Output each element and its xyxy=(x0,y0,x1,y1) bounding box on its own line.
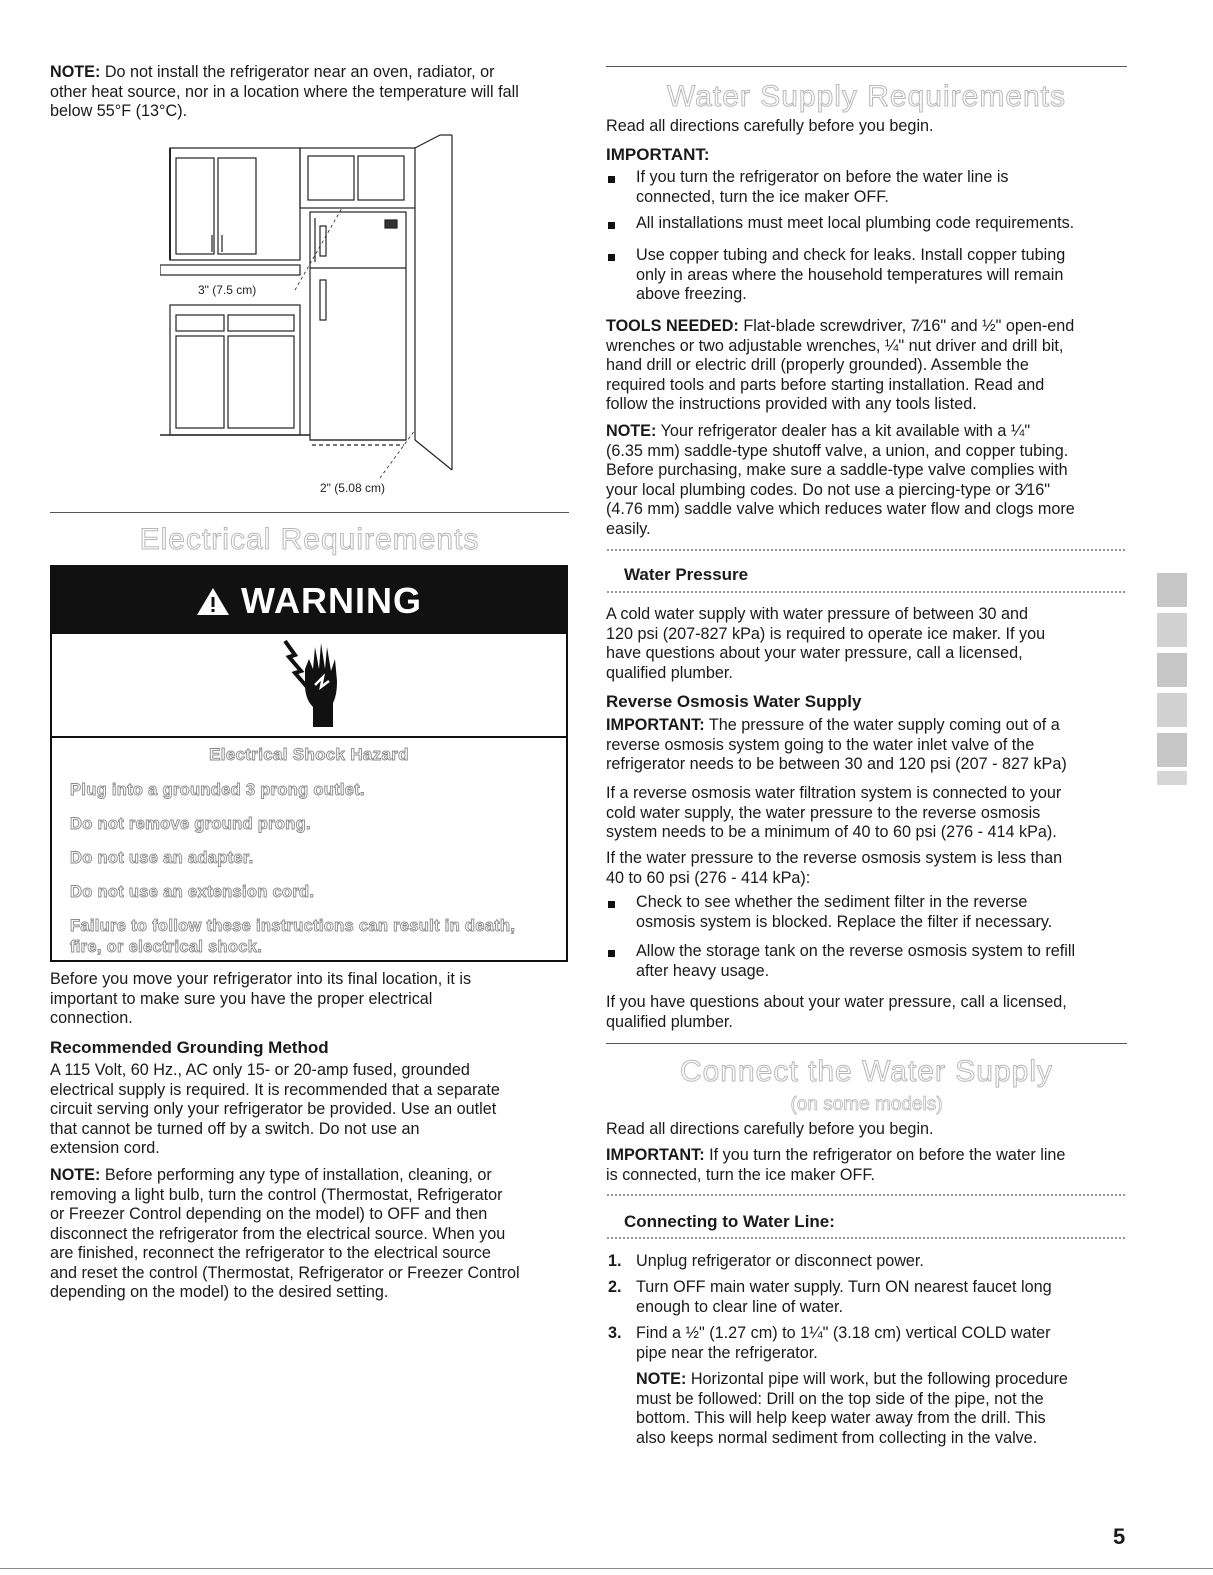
bullet-marker xyxy=(608,176,615,183)
bullet-marker xyxy=(608,222,615,229)
bullet-marker xyxy=(608,254,615,261)
note-label: NOTE: xyxy=(606,422,657,440)
electrical-intro xyxy=(50,970,570,1029)
ro-line: refrigerator needs to be between 30 and 120 psi (207 - 827 kPa) xyxy=(606,755,1067,773)
note-line: depending on the model) to the desired setting. xyxy=(50,1283,389,1301)
margin-tab-strip xyxy=(1153,573,1191,788)
tools-label: TOOLS NEEDED: xyxy=(606,317,739,335)
ro-filter-text xyxy=(606,784,1128,843)
questions-line: qualified plumber. xyxy=(606,1012,733,1031)
ro-line: reverse osmosis system going to the water inlet valve of the xyxy=(606,735,1035,754)
important-label: IMPORTANT: xyxy=(606,145,710,164)
step-line: Find a ½" (1.27 cm) to 1¼" (3.18 cm) vertical COLD water xyxy=(636,1324,1051,1342)
warning-line: Do not remove ground prong. xyxy=(70,815,311,833)
bullet-marker xyxy=(608,950,615,957)
note-line: must be followed: Drill on the top side of the pipe, not the xyxy=(636,1389,1044,1408)
note-line: Your refrigerator dealer has a kit available with a ¼" xyxy=(660,422,1031,440)
note-line: below 55°F (13°C). xyxy=(50,102,188,120)
upper-cabinet xyxy=(170,148,300,260)
countertop xyxy=(160,265,300,275)
step-number: 3. xyxy=(608,1324,622,1342)
bullet-line: osmosis system is blocked. Replace the filter if necessary. xyxy=(636,912,1053,931)
note-label: NOTE: xyxy=(50,1166,101,1184)
electric-shock-hand-icon xyxy=(279,637,349,734)
bullet-line: Use copper tubing and check for leaks. Install copper tubing xyxy=(636,246,1066,264)
questions-text xyxy=(606,993,1128,1032)
note-line: Do not install the refrigerator near an oven, radiator, or xyxy=(104,63,495,81)
bullet-line: If you turn the refrigerator on before the water line is xyxy=(636,168,1009,186)
tools-line: follow the instructions provided with any tools listed. xyxy=(606,395,977,413)
step-line: Unplug refrigerator or disconnect power. xyxy=(636,1252,924,1270)
reverse-osmosis-heading: Reverse Osmosis Water Supply xyxy=(606,692,862,711)
dotted-rule xyxy=(606,1236,1127,1240)
important-bullet xyxy=(636,168,1126,207)
ro-important xyxy=(606,716,1128,775)
warning-box xyxy=(50,565,568,962)
dotted-rule xyxy=(606,590,1127,594)
warning-line: Do not use an extension cord. xyxy=(70,883,315,901)
ro-filter-line: cold water supply, the water pressure to the reverse osmosis xyxy=(606,803,1041,822)
lower-cabinet xyxy=(170,305,300,435)
ro-line: The pressure of the water supply coming out of a xyxy=(708,716,1060,734)
connect-section-title: Connect the Water Supply xyxy=(679,1055,1054,1088)
note-line: (4.76 mm) saddle valve which reduces water flow and clogs more xyxy=(606,500,1075,518)
note-line: are finished, reconnect the refrigerator to the electrical source xyxy=(50,1244,491,1262)
water-pressure-heading: Water Pressure xyxy=(624,565,749,584)
intro-line: important to make sure you have the proper electrical xyxy=(50,989,433,1008)
warning-line: Plug into a grounded 3 prong outlet. xyxy=(70,781,365,799)
water-supply-section-title: Water Supply Requirements xyxy=(666,80,1067,113)
note-line: disconnect the refrigerator from the electrical source. When you xyxy=(50,1224,506,1243)
note-line: Before performing any type of installation, cleaning, or xyxy=(104,1166,492,1184)
bottom-rule xyxy=(0,1568,1213,1569)
section-rule xyxy=(50,512,569,513)
pressure-line: A cold water supply with water pressure of between 30 and xyxy=(606,605,1029,623)
note-label: NOTE: xyxy=(50,63,101,81)
bullet-line: only in areas where the household temperatures will remain xyxy=(636,265,1064,284)
section-rule xyxy=(606,1043,1127,1044)
install-note xyxy=(50,63,570,122)
bullet-line: connected, turn the ice maker OFF. xyxy=(636,187,889,206)
step-line: Turn OFF main water supply. Turn ON nearest faucet long xyxy=(636,1278,1052,1296)
tools-needed xyxy=(606,317,1128,415)
connect-section-subtitle: (on some models) xyxy=(790,1094,943,1115)
note-line: removing a light bulb, turn the control (Thermostat, Refrigerator xyxy=(50,1185,503,1204)
intro-line: connection. xyxy=(50,1009,133,1027)
warning-line: Do not use an adapter. xyxy=(70,849,254,867)
note-line: or Freezer Control depending on the model) to OFF and then xyxy=(50,1205,488,1223)
important-bullet xyxy=(636,214,1126,234)
page-number: 5 xyxy=(1113,1524,1126,1549)
grounding-line: electrical supply is required. It is recommended that a separate xyxy=(50,1080,500,1099)
note-line: easily. xyxy=(606,519,651,538)
grounding-line: extension cord. xyxy=(50,1139,160,1157)
ro-bullet xyxy=(636,942,1126,981)
connect-important-line: is connected, turn the ice maker OFF. xyxy=(606,1165,876,1184)
pressure-line: have questions about your water pressure, call a licensed, xyxy=(606,644,1023,662)
step-line: enough to clear line of water. xyxy=(636,1297,843,1316)
bullet-line: Check to see whether the sediment filter in the reverse xyxy=(636,893,1028,911)
grounding-line: that cannot be turned off by a switch. Do not use an xyxy=(50,1119,420,1138)
grounding-text xyxy=(50,1061,570,1159)
grounding-line: A 115 Volt, 60 Hz., AC only 15- or 20-amp fused, grounded xyxy=(50,1061,470,1079)
connect-important-line: If you turn the refrigerator on before the water line xyxy=(709,1146,1066,1164)
refrigerator xyxy=(310,212,406,440)
dotted-rule xyxy=(606,548,1127,552)
bullet-line: Allow the storage tank on the reverse osmosis system to refill xyxy=(636,942,1076,960)
electrical-section-title: Electrical Requirements xyxy=(139,523,480,556)
grounding-heading: Recommended Grounding Method xyxy=(50,1038,329,1057)
hazard-title: Electrical Shock Hazard xyxy=(209,745,409,764)
note-line: your local plumbing codes. Do not use a piercing-type or 3⁄16" xyxy=(606,480,1050,499)
ro-less-line: 40 to 60 psi (276 - 414 kPa): xyxy=(606,868,811,887)
ro-filter-line: If a reverse osmosis water filtration system is connected to your xyxy=(606,784,1062,802)
intro-line: Before you move your refrigerator into its final location, it is xyxy=(50,970,472,988)
important-label: IMPORTANT: xyxy=(606,716,705,734)
note-line: Before purchasing, make sure a saddle-type valve complies with xyxy=(606,461,1068,479)
warning-divider xyxy=(52,736,566,738)
pressure-line: qualified plumber. xyxy=(606,663,733,682)
note-line: also keeps normal sediment from collecting in the valve. xyxy=(636,1428,1038,1447)
bullet-line: above freezing. xyxy=(636,285,747,303)
important-bullet xyxy=(636,246,1126,305)
bullet-marker xyxy=(608,901,615,908)
connect-read-directions: Read all directions carefully before you begin. xyxy=(606,1120,934,1138)
warning-label: WARNING xyxy=(241,580,422,621)
note-label: NOTE: xyxy=(636,1370,687,1388)
ro-filter-line: system needs to be a minimum of 40 to 60 psi (276 - 414 kPa). xyxy=(606,823,1057,841)
bullet-line: All installations must meet local plumbing code requirements. xyxy=(636,214,1075,232)
note-line: other heat source, nor in a location where the temperature will fall xyxy=(50,82,519,101)
warning-triangle-icon xyxy=(196,580,241,621)
step-number: 1. xyxy=(608,1252,622,1270)
bullet-line: after heavy usage. xyxy=(636,961,770,980)
step-line: pipe near the refrigerator. xyxy=(636,1343,818,1362)
step-text xyxy=(636,1324,1126,1363)
pressure-line: 120 psi (207-827 kPa) is required to operate ice maker. If you xyxy=(606,624,1046,643)
ro-less-line: If the water pressure to the reverse osmosis system is less than xyxy=(606,849,1063,867)
note-line: Horizontal pipe will work, but the following procedure xyxy=(690,1370,1068,1388)
section-rule xyxy=(606,66,1127,67)
clearance-figure xyxy=(160,130,465,505)
step-text xyxy=(636,1252,1126,1272)
connecting-heading: Connecting to Water Line: xyxy=(624,1212,835,1231)
tools-line: required tools and parts before starting installation. Read and xyxy=(606,375,1045,394)
control-note xyxy=(50,1166,570,1303)
clearance-bottom-label: 2" (5.08 cm) xyxy=(320,481,385,495)
ro-less-text xyxy=(606,849,1128,888)
ro-bullet xyxy=(636,893,1126,932)
questions-line: If you have questions about your water pressure, call a licensed, xyxy=(606,993,1067,1011)
read-directions: Read all directions carefully before you begin. xyxy=(606,117,934,135)
important-label: IMPORTANT: xyxy=(606,1146,705,1164)
tools-line: wrenches or two adjustable wrenches, ¼" nut driver and drill bit, xyxy=(606,336,1064,355)
warning-line: Failure to follow these instructions can result in death, xyxy=(70,917,516,935)
note-line: (6.35 mm) saddle-type shutoff valve, a union, and copper tubing. xyxy=(606,441,1069,460)
grounding-line: circuit serving only your refrigerator be provided. Use an outlet xyxy=(50,1100,497,1118)
tools-line: hand drill or electric drill (properly grounded). Assemble the xyxy=(606,356,1029,374)
step-text xyxy=(636,1278,1126,1317)
warning-banner xyxy=(52,567,566,634)
warning-line: fire, or electrical shock. xyxy=(70,938,263,956)
step-number: 2. xyxy=(608,1278,622,1296)
kit-note xyxy=(606,422,1128,539)
note-line: and reset the control (Thermostat, Refrigerator or Freezer Control xyxy=(50,1263,520,1282)
connect-important xyxy=(606,1146,1128,1185)
dotted-rule xyxy=(606,1193,1127,1197)
tools-line: Flat-blade screwdriver, 7⁄16" and ½" open-end xyxy=(743,317,1075,335)
step3-note xyxy=(636,1370,1128,1448)
clearance-top-label: 3" (7.5 cm) xyxy=(198,283,257,297)
pressure-text xyxy=(606,605,1128,683)
note-line: bottom. This will help keep water away from the drill. This xyxy=(636,1409,1046,1427)
